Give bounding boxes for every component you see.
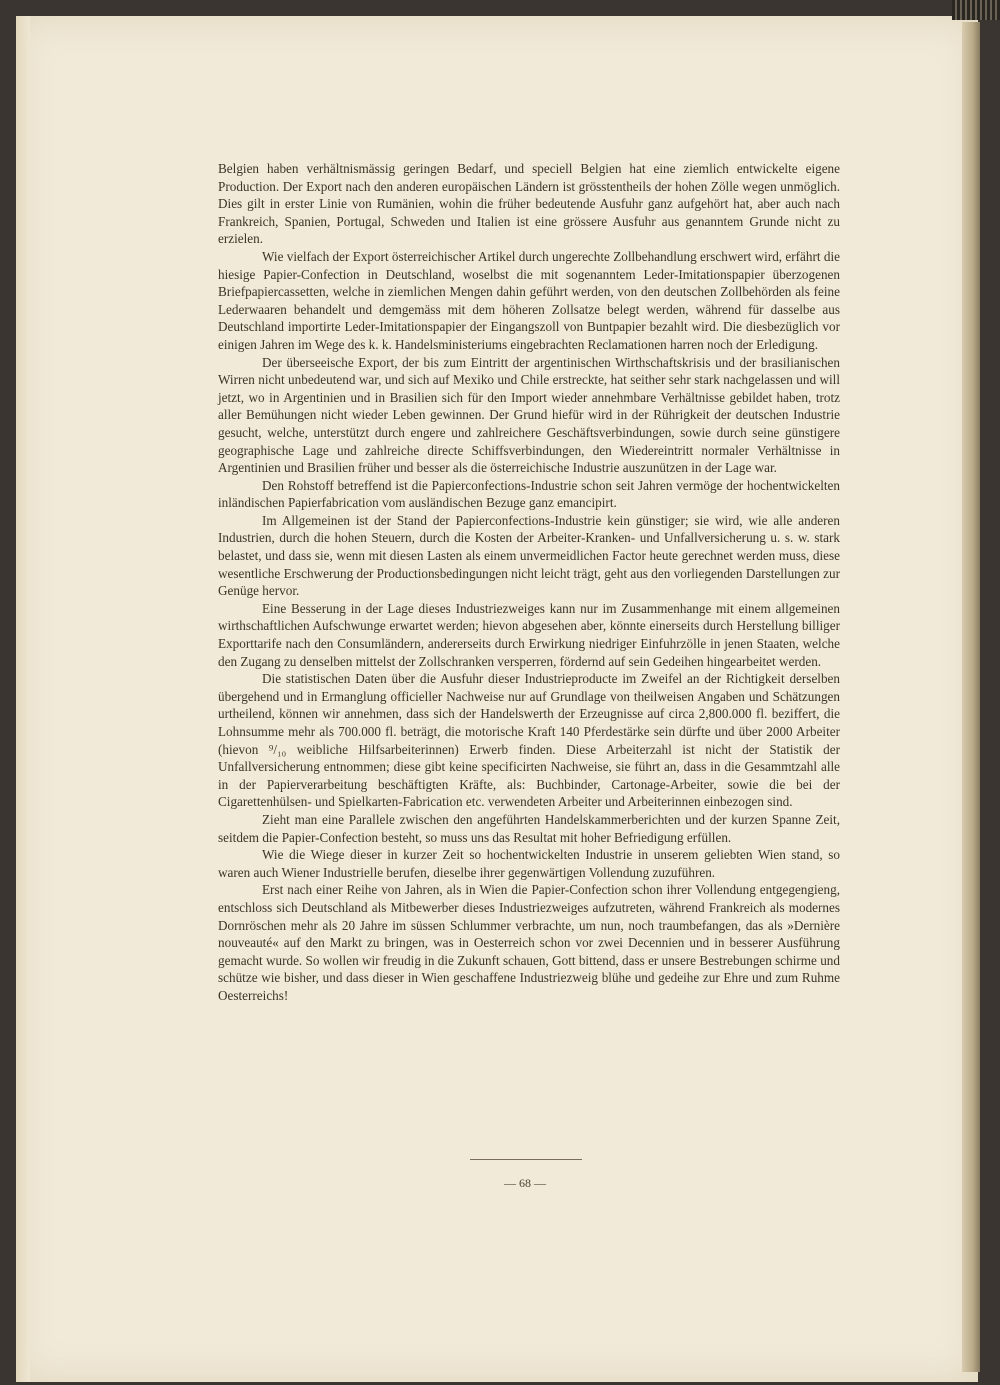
paragraph-9: Wie die Wiege dieser in kurzer Zeit so hochentwickelten Industrie in unserem geliebten Wien stand, so waren auch Wiener Industrielle berufen, dieselbe ihrer gegenwärtigen Vollendung zuzuführen. [218, 847, 840, 880]
page-number: — 68 — [504, 1176, 546, 1190]
paragraph-10: Erst nach einer Reihe von Jahren, als in Wien die Papier-Confection schon ihrer Vollendung entgegengieng, entschloss sich Deutschland als Mitbewerber dieses Industriezweiges aufzutreten, während Frankreich als modernes Dornröschen mehr als 20 Jahre im süssen Schlummer verbrachte, um nun, noch traumbefangen, das als »Dernière nouveauté« auf den Markt zu bringen, was in Oesterreich schon vor zwei Decennien und in besserer Ausführung gemacht wurde. So wollen wir freudig in die Zukunft schauen, Gott bittend, dass er unsere Bestrebungen schirme und schütze wie bisher, und dass dieser in Wien geschaffene Industriezweig blühe und gedeihe zur Ehre und zum Ruhme Oesterreichs! [218, 882, 840, 1003]
paragraph-5: Im Allgemeinen ist der Stand der Papierconfections-Industrie kein günstiger; sie wird, wie alle anderen Industrien, durch die hohen Steuern, durch die Kosten der Arbeiter-Kranken- und Unfallversicherung u. s. w. stark belastet, und dass sie, wenn mit diesen Lasten als einem unvermeidlichen Factor heute gerechnet werden muss, diese wesentliche Erschwerung der Productionsbedingungen nicht leicht trägt, geht aus den vorliegenden Darstellungen zur Genüge hervor. [218, 512, 840, 599]
closing-rule [470, 1159, 582, 1160]
body-text [218, 160, 840, 1005]
page-curl-edge [962, 22, 980, 1372]
paragraph-4: Den Rohstoff betreffend ist die Papierconfections-Industrie schon seit Jahren vermöge der hochentwickelten inländischen Papierfabrication vom ausländischen Bezuge ganz emancipirt. [218, 477, 840, 511]
book-spine-tab [952, 0, 1000, 20]
paragraph-6: Eine Besserung in der Lage dieses Industriezweiges kann nur im Zusammenhange mit einem allgemeinen wirthschaftlichen Aufschwunge erwartet werden; hievon abgesehen aber, könnte einerseits durch Herstellung billiger Exporttarife nach den Consumländern, andererseits durch Erwirkung niedriger Einfuhrzölle in jenen Staaten, welche den Zugang zu denselben mittelst der Zollschranken versperren, fördernd auf sein Gedeihen hingearbeitet werden. [218, 600, 840, 669]
page-binding-edge [16, 16, 30, 1382]
paragraph-1: Belgien haben verhältnismässig geringen Bedarf, und speciell Belgien hat eine ziemlich entwickelte eigene Production. Der Export nach den anderen europäischen Ländern ist grösstentheils der hohen Zölle wegen unmöglich. Dies gilt in erster Linie von Rumänien, wohin die früher bedeutende Ausfuhr ganz aufgehört hat, aber auch nach Frankreich, Spanien, Portugal, Schweden und Italien ist eine grössere Ausfuhr aus genanntem Grunde nicht zu erzielen. [218, 161, 840, 247]
paragraph-3: Der überseeische Export, der bis zum Eintritt der argentinischen Wirthschaftskrisis und der brasilianischen Wirren nicht unbedeutend war, und sich auf Mexiko und Chile erstreckte, hat seither sehr stark nachgelassen und will jetzt, wo in Argentinien und in Brasilien sich für den Import wieder annehmbare Verhältnisse gebildet haben, trotz aller Bemühungen nicht wieder Leben gewinnen. Der Grund hiefür wird in der Rührigkeit der deutschen Industrie gesucht, welche, unterstützt durch engere und zahlreichere Geschäftsverbindungen, sowie durch seine günstigere geographische Lage und zahlreiche directe Schiffsverbindungen, den Wiedereintritt normaler Verhältnisse in Argentinien und Brasilien früher und besser als die österreichische Industrie auszunützen in der Lage war. [218, 354, 840, 476]
paragraph-7: Die statistischen Daten über die Ausfuhr dieser Industrieproducte im Zweifel an der Richtigkeit derselben übergehend und in Ermanglung officieller Nachweise nur auf Grundlage von theilweisen Angaben und Schätzungen urtheilend, können wir annehmen, dass sich der Handelswerth der Erzeugnisse auf circa 2,800.000 fl. beziffert, die Lohnsumme mehr als 700.000 fl. beträgt, die motorische Kraft 140 Pferdestärke sein dürfte und über 2000 Arbeiter (hievon ⁹/₁₀ weibliche Hilfsarbeiterinnen) Erwerb finden. Diese Arbeiterzahl ist nicht der Statistik der Unfallversicherung entnommen; diese gibt keine specificirten Nachweise, sie führt an, dass in die Gesammtzahl alle in der Papierverarbeitung beschäftigten Kräfte, als: Buchbinder, Cartonage-Arbeiter, sowie die bei der Cigarettenhülsen- und Spielkarten-Fabrication etc. verwendeten Arbeiter und Arbeiterinnen einbezogen sind. [218, 671, 840, 810]
paragraph-2: Wie vielfach der Export österreichischer Artikel durch ungerechte Zollbehandlung erschwert wird, erfährt die hiesige Papier-Confection in Deutschland, woselbst die mit sogenanntem Leder-Imitationspapier überzogenen Briefpapiercassetten, welche in ziemlichen Mengen dahin geführt werden, von den deutschen Zollbehörden als feine Lederwaaren behandelt und demgemäss mit dem höheren Zollsatze belegt werden, während für dasselbe aus Deutschland importirte Leder-Imitationspapier der Eingangszoll von Buntpapier bezahlt wird. Die diesbezüglich vor einigen Jahren im Wege des k. k. Handelsministeriums eingebrachten Reclamationen harren noch der Erledigung. [218, 248, 840, 352]
paragraph-8: Zieht man eine Parallele zwischen den angeführten Handelskammerberichten und der kurzen Spanne Zeit, seitdem die Papier-Confection besteht, so muss uns das Resultat mit hoher Befriedigung erfüllen. [218, 811, 840, 845]
